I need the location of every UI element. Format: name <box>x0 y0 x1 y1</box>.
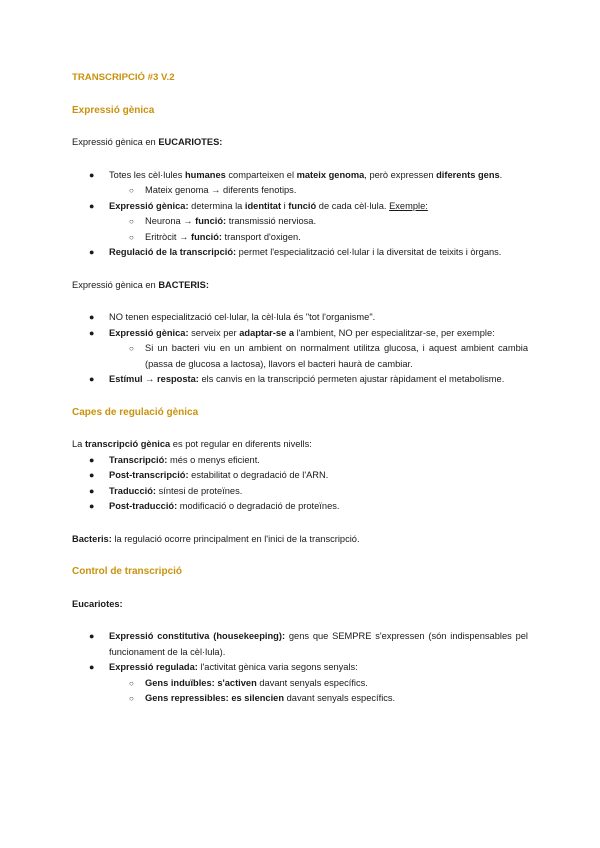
document-page <box>72 70 528 707</box>
capes-level-item <box>72 468 528 484</box>
sub-bullet-icon: ○ <box>129 186 134 195</box>
sub-bullet-icon: ○ <box>129 232 134 242</box>
list-subitem <box>72 214 528 230</box>
list-item-text: Neurona → funció: transmissió nerviosa. <box>145 216 317 226</box>
capes-level-item <box>72 499 528 515</box>
section-heading-capes: Capes de regulació gènica <box>72 406 199 418</box>
capes-list <box>72 453 528 515</box>
list-item <box>72 168 528 184</box>
list-item <box>72 326 528 342</box>
bullet-icon: ● <box>89 247 95 257</box>
bullet-icon: ● <box>89 327 95 338</box>
bullet-icon: ● <box>89 200 95 211</box>
capes-level-item <box>72 484 528 500</box>
list-item <box>72 310 528 326</box>
list-subitem <box>72 676 528 692</box>
list-item-text: Expressió regulada: l'activitat gènica varia segons senyals: <box>109 662 358 672</box>
rich-text: Expressió gènica en BACTERIS: <box>72 279 209 290</box>
list-item-text: Gens induïbles: s'activen davant senyals específics. <box>145 677 368 688</box>
sub-bullet-icon: ○ <box>129 694 134 703</box>
capes-level-desc: estabilitat o degradació de l'ARN. <box>188 470 329 480</box>
capes-level-name: Transcripció: <box>109 454 168 465</box>
bullet-icon: ● <box>89 169 95 180</box>
capes-level-name: Post-traducció: <box>109 501 178 511</box>
bullet-icon: ● <box>89 662 95 672</box>
list-item <box>72 372 528 388</box>
eucariotes-list <box>72 168 528 261</box>
list-item-text: Eritròcit → funció: transport d'oxigen. <box>145 231 301 242</box>
capes-level-desc: més o menys eficient. <box>167 454 260 465</box>
sub-bullet-icon: ○ <box>129 217 134 226</box>
capes-level-desc: modificació o degradació de proteïnes. <box>177 501 340 511</box>
bullet-icon: ● <box>89 631 95 641</box>
list-item-text: Gens repressibles: es silencien davant senyals específics. <box>145 693 396 703</box>
bullet-icon: ● <box>89 454 95 465</box>
list-item-text: Regulació de la transcripció: permet l'especialització cel·lular i la diversitat de teixits i òrgans. <box>109 247 502 257</box>
control-list <box>72 629 528 707</box>
list-item-text: Expressió constitutiva (housekeeping): gens que SEMPRE s'expressen (són indispensables pel funcionament de la cèl·lula). <box>109 631 528 657</box>
eucariotes-label-2 <box>72 597 528 613</box>
list-subitem <box>72 230 528 246</box>
bacteris-list <box>72 310 528 388</box>
capes-level-desc: síntesi de proteïnes. <box>156 485 243 496</box>
bacteris-note-label: Bacteris: <box>72 533 112 544</box>
bullet-icon: ● <box>89 501 95 511</box>
list-item-text: Estímul → resposta: els canvis en la transcripció permeten ajustar ràpidament el metabolisme. <box>109 374 505 384</box>
sub-bullet-icon: ○ <box>129 678 134 688</box>
capes-intro <box>72 437 528 453</box>
list-item-text: Expressió gènica: serveix per adaptar-se a l'ambient, NO per especialitzar-se, per exemple: <box>109 327 495 338</box>
rich-text: La transcripció gènica es pot regular en diferents nivells: <box>72 439 312 449</box>
bacteris-note <box>72 532 528 548</box>
list-subitem <box>72 341 528 372</box>
list-item-text: Totes les cèl·lules humanes comparteixen el mateix genoma, però expressen diferents gens. <box>109 169 503 180</box>
list-subitem <box>72 691 528 707</box>
rich-text: Expressió gènica en EUCARIOTES: <box>72 137 223 147</box>
list-item <box>72 660 528 676</box>
capes-level-name: Traducció: <box>109 485 157 496</box>
capes-level-name: Post-transcripció: <box>109 470 189 480</box>
list-item-text: Si un bacteri viu en un ambient on normalment utilitza glucosa, i aquest ambient cambia (passa de glucosa a lactosa), llavors el bacteri haurà de cambiar. <box>145 343 528 369</box>
list-item-text: Mateix genoma → diferents fenotips. <box>145 185 297 195</box>
bullet-icon: ● <box>89 374 95 384</box>
bullet-icon: ● <box>89 485 95 496</box>
bullet-icon: ● <box>89 470 95 480</box>
section-heading-control: Control de transcripció <box>72 566 183 577</box>
list-item-text: NO tenen especialització cel·lular, la cèl·lula és "tot l'organisme". <box>109 312 376 322</box>
bullet-icon: ● <box>89 312 95 322</box>
list-subitem <box>72 183 528 199</box>
eucariotes-label <box>72 135 528 151</box>
sub-bullet-icon: ○ <box>129 344 134 353</box>
list-item-text: Expressió gènica: determina la identitat i funció de cada cèl·lula. Exemple: <box>109 200 428 211</box>
list-item <box>72 245 528 261</box>
eucariotes-label-text: Eucariotes: <box>72 598 123 609</box>
bacteris-note-text: la regulació ocorre principalment en l'inici de la transcripció. <box>111 533 360 544</box>
capes-level-item <box>72 453 528 469</box>
section-heading-expressio: Expressió gènica <box>72 104 155 116</box>
list-item <box>72 199 528 215</box>
list-item <box>72 629 528 660</box>
document-title: TRANSCRIPCIÓ #3 V.2 <box>72 72 175 83</box>
bacteris-label <box>72 278 528 294</box>
